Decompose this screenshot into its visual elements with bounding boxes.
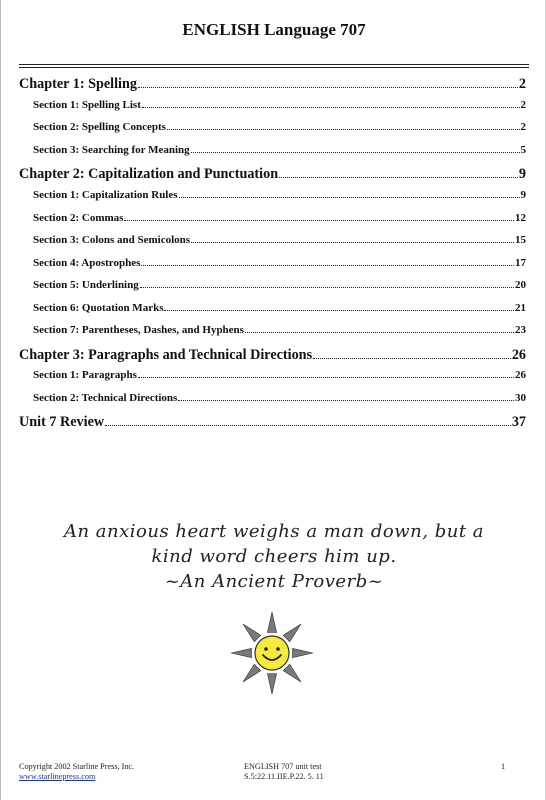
toc-entry-label: Chapter 3: Paragraphs and Technical Directions [19,346,313,363]
toc-dot-leader [164,302,514,311]
toc-dot-leader [142,99,520,108]
toc-entry-page: 2 [520,98,526,111]
toc-entry-page: 30 [515,391,526,404]
toc-section-entry [19,392,526,415]
sun-left-eye [264,647,268,651]
sun-ray [243,624,261,642]
toc-entry-page: 12 [515,211,526,224]
toc-entry-label: Chapter 1: Spelling [19,76,137,92]
footer-copyright: Copyright 2002 Starline Press, Inc. [19,762,135,771]
proverb-quote [1,519,546,594]
toc-section-entry [19,189,526,212]
toc-dot-leader [245,324,514,333]
toc-entry-page: 9 [518,166,526,183]
toc-entry-page: 2 [520,121,526,134]
toc-entry-page: 20 [515,279,526,292]
toc-entry-label: Section 2: Spelling Concepts [33,121,166,134]
toc-entry-page: 15 [515,234,526,247]
toc-entry-label: Section 4: Apostrophes [33,256,141,269]
footer-left [19,762,134,782]
toc-section-entry [19,212,526,235]
footer-page-number: 1 [501,762,506,771]
sun-ray [267,612,276,633]
sun-ray [267,673,276,694]
quote-attribution: ~An Ancient Proverb~ [164,571,384,592]
toc-section-entry [19,369,526,392]
top-rule [19,64,529,65]
toc-dot-leader [313,347,511,358]
toc-section-entry [19,257,526,280]
toc-entry-label: Section 1: Spelling List [33,98,141,111]
sun-ray [283,664,301,682]
toc-chapter-entry [19,166,526,189]
sun-right-eye [276,647,280,651]
footer-doc-code: S.5:22.11.IIE.P.22. 5. 11 [244,772,324,781]
toc-entry-label: Section 1: Paragraphs [33,369,137,382]
toc-section-entry [19,279,526,302]
toc-entry-page: 23 [515,324,526,337]
toc-entry-label: Section 2: Technical Directions [33,391,178,404]
top-rule-inner [19,67,529,68]
toc-section-entry [19,144,526,167]
quote-line-1: An anxious heart weighs a man down, but a [63,521,485,542]
footer-doc-name: ENGLISH 707 unit test [244,762,322,771]
toc-dot-leader [279,167,518,178]
toc-section-entry [19,324,526,347]
toc-section-entry [19,234,526,257]
toc-section-entry [19,99,526,122]
toc-dot-leader [178,392,514,401]
toc-dot-leader [191,234,514,243]
table-of-contents [19,76,526,437]
toc-entry-page: 9 [520,189,526,202]
sun-face [255,636,289,670]
toc-entry-page: 5 [520,143,526,156]
toc-entry-label: Chapter 2: Capitalization and Punctuation [19,166,279,183]
quote-line-2: kind word cheers him up. [151,546,397,567]
toc-dot-leader [191,144,520,153]
toc-dot-leader [167,121,520,130]
toc-dot-leader [140,279,514,288]
sun-ray [292,648,313,657]
sun-ray [243,664,261,682]
page-title: ENGLISH Language 707 [182,20,366,39]
toc-entry-label: Section 3: Colons and Semicolons [33,234,191,247]
toc-section-entry [19,302,526,325]
toc-dot-leader [179,189,520,198]
toc-entry-page: 37 [511,414,526,431]
toc-chapter-entry [19,76,526,99]
toc-entry-label: Section 5: Underlining [33,279,139,292]
smiling-sun-icon [229,610,315,696]
toc-entry-label: Unit 7 Review [19,414,105,431]
toc-entry-label: Section 1: Capitalization Rules [33,189,178,202]
toc-entry-label: Section 2: Commas [33,211,124,224]
toc-entry-page: 26 [515,369,526,382]
toc-dot-leader [124,212,514,221]
toc-dot-leader [105,415,511,426]
toc-chapter-entry [19,414,526,437]
toc-dot-leader [141,257,514,266]
sun-ray [231,648,252,657]
toc-entry-page: 17 [515,256,526,269]
footer-url-link[interactable]: www.starlinepress.com [19,772,96,781]
toc-entry-page: 2 [518,76,526,92]
toc-dot-leader [138,77,518,88]
footer-center [244,762,324,782]
toc-entry-label: Section 6: Quotation Marks [33,301,164,314]
toc-chapter-entry [19,347,526,370]
toc-entry-page: 26 [511,346,526,363]
toc-entry-label: Section 7: Parentheses, Dashes, and Hyphens [33,324,244,337]
toc-entry-page: 21 [515,301,526,314]
toc-entry-label: Section 3: Searching for Meaning [33,143,190,156]
sun-ray [283,624,301,642]
toc-section-entry [19,121,526,144]
toc-dot-leader [138,369,514,378]
